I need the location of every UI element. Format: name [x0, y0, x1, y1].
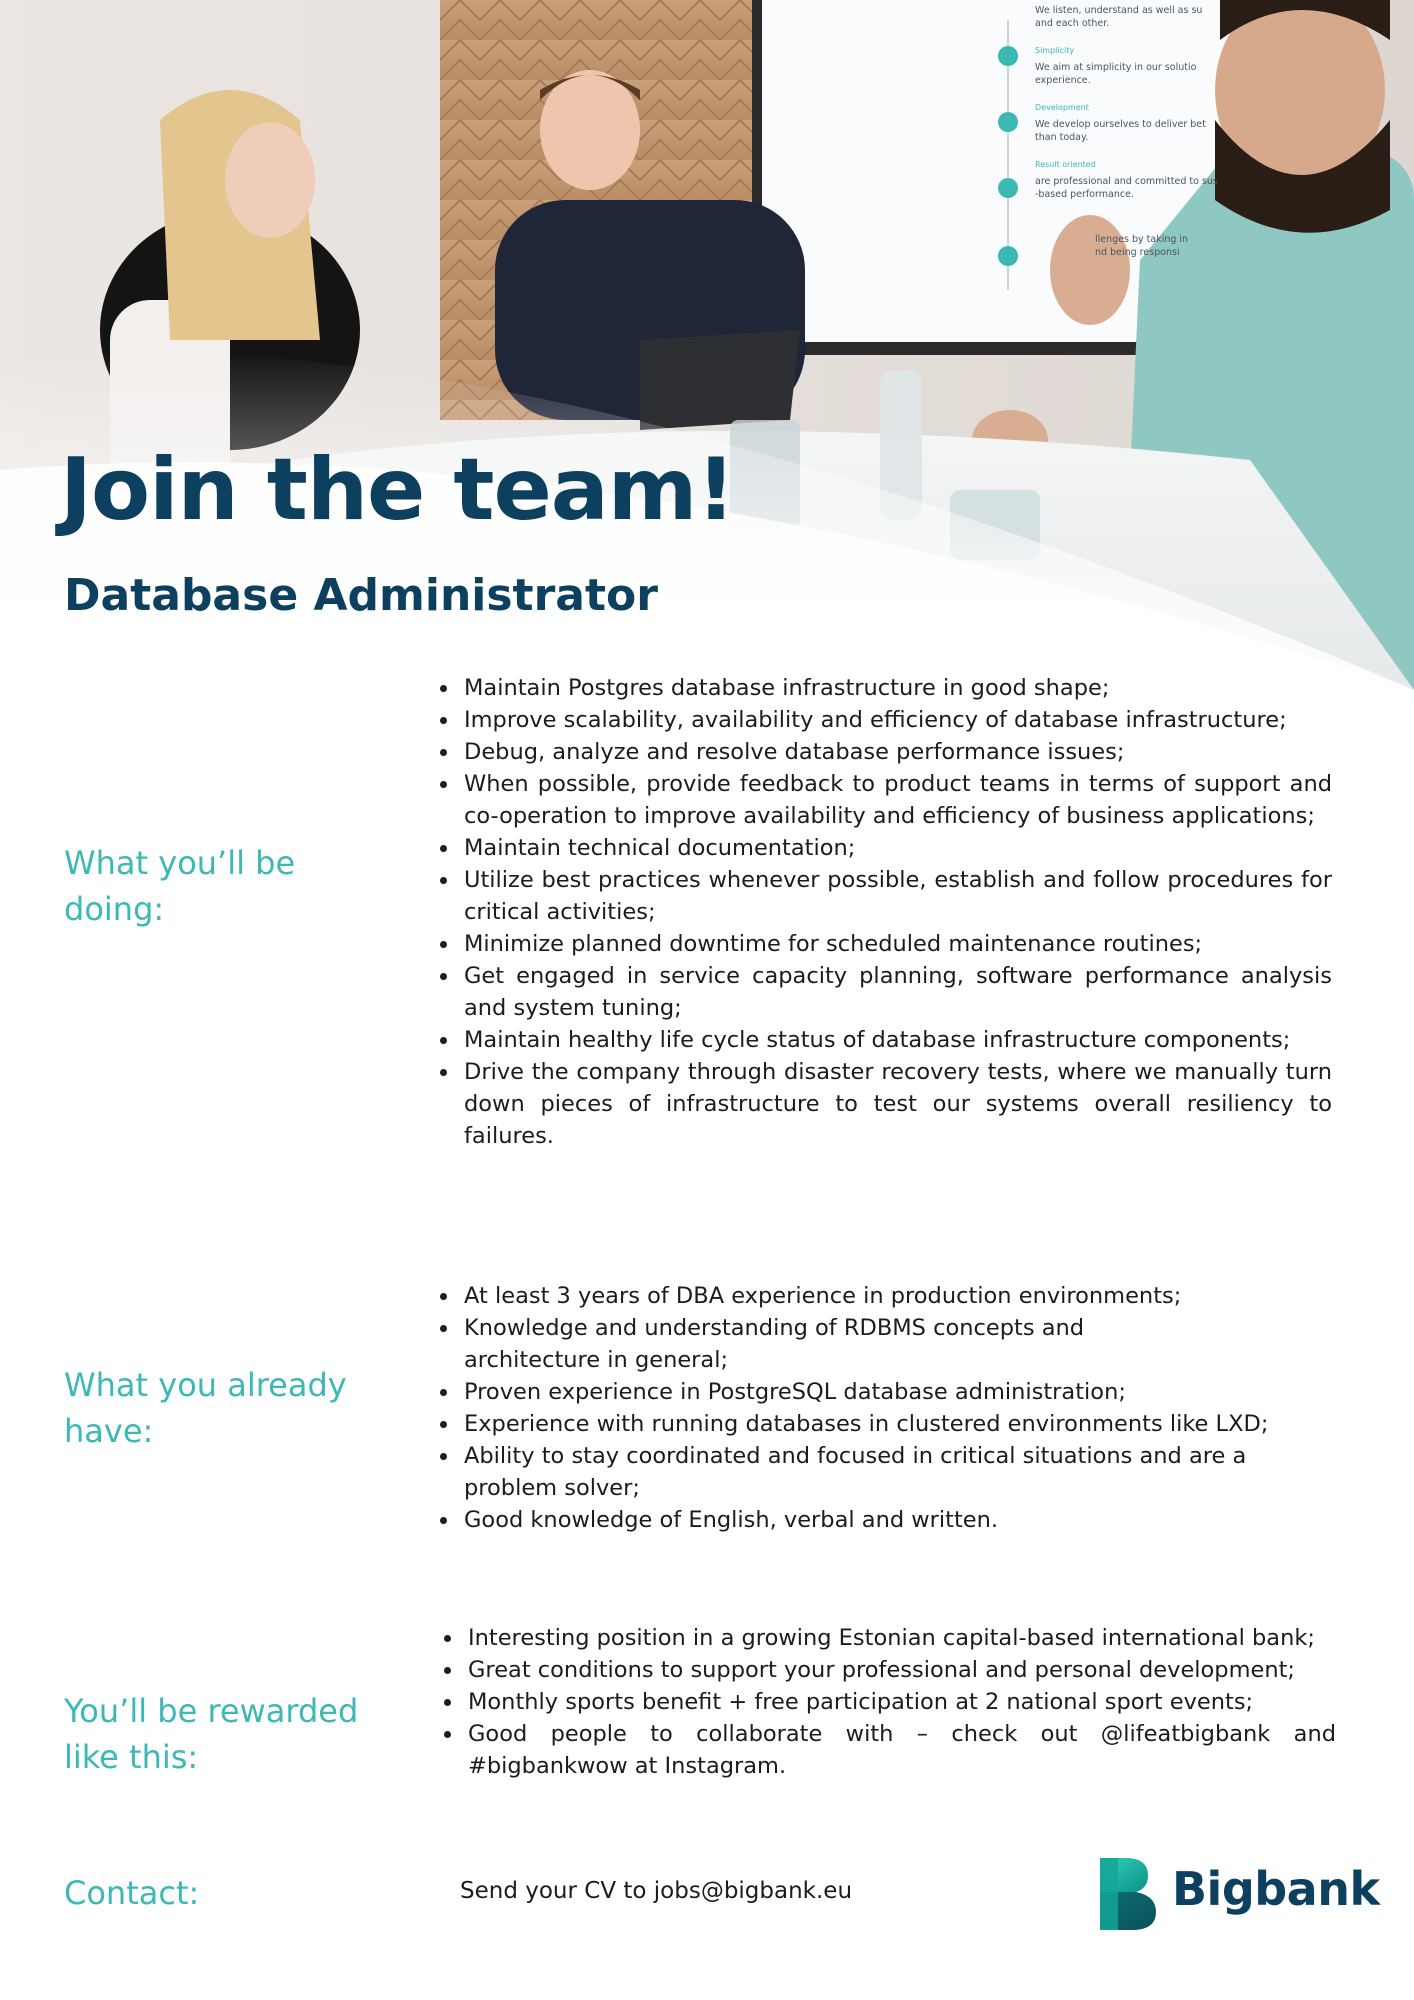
section-label-have: What you already have: [64, 1366, 347, 1450]
list-item: Experience with running databases in clustered environments like LXD; [436, 1408, 1296, 1440]
section-label-doing: What you’ll be doing: [64, 844, 296, 928]
list-item: Maintain technical documentation; [436, 832, 1332, 864]
list-item: Debug, analyze and resolve database performance issues; [436, 736, 1332, 768]
bigbank-logo [1096, 1854, 1386, 1934]
screen-line: nd being responsi [1095, 247, 1180, 258]
screen-line: llenges by taking in [1095, 234, 1189, 245]
screen-text [1035, 4, 1245, 259]
list-item: When possible, provide feedback to product teams in terms of support and co-operation to improve availability and efficiency of business applications; [436, 768, 1332, 832]
list-item: Great conditions to support your professional and personal development; [440, 1654, 1336, 1686]
list-item: Get engaged in service capacity planning, software performance analysis and system tuning; [436, 960, 1332, 1024]
screen-line: and each other. [1035, 18, 1110, 29]
list-item: Ability to stay coordinated and focused in critical situations and are a problem solver; [436, 1440, 1296, 1504]
page-title: Join the team! [60, 440, 735, 540]
screen-line: are professional and committed to sus [1035, 176, 1218, 187]
screen-line: Result oriented [1035, 160, 1096, 169]
rewards-list [440, 1622, 1336, 1782]
list-item: Utilize best practices whenever possible, establish and follow procedures for critical activities; [436, 864, 1332, 928]
screen-line: We develop ourselves to deliver bet [1035, 119, 1206, 130]
list-item: Interesting position in a growing Estonian capital-based international bank; [440, 1622, 1336, 1654]
list-item: Proven experience in PostgreSQL database administration; [436, 1376, 1316, 1408]
list-item: Good knowledge of English, verbal and written. [436, 1504, 1316, 1536]
list-item: Knowledge and understanding of RDBMS concepts and architecture in general; [436, 1312, 1176, 1376]
contact-email-text[interactable]: Send your CV to jobs@bigbank.eu [460, 1878, 853, 1904]
screen-line: experience. [1035, 75, 1091, 86]
list-item: Maintain Postgres database infrastructure in good shape; [436, 672, 1332, 704]
bigbank-wordmark: Bigbank [1172, 1862, 1380, 1916]
screen-line: Development [1035, 103, 1089, 112]
screen-line: -based performance. [1035, 189, 1134, 200]
list-item: Maintain healthy life cycle status of database infrastructure components; [436, 1024, 1332, 1056]
section-label-contact: Contact: [64, 1874, 200, 1912]
list-item: At least 3 years of DBA experience in production environments; [436, 1280, 1316, 1312]
list-item: Good people to collaborate with – check out @lifeatbigbank and #bigbankwow at Instagram. [440, 1718, 1336, 1782]
list-item: Minimize planned downtime for scheduled maintenance routines; [436, 928, 1332, 960]
screen-line: We listen, understand as well as su [1035, 5, 1203, 16]
list-item: Drive the company through disaster recovery tests, where we manually turn down pieces of infrastructure to test our systems overall resiliency to failures. [436, 1056, 1332, 1152]
list-item: Improve scalability, availability and efficiency of database infrastructure; [436, 704, 1332, 736]
screen-line: Simplicity [1035, 46, 1075, 55]
bigbank-logo-icon [1096, 1854, 1160, 1934]
doing-list [436, 672, 1332, 1152]
list-item: Monthly sports benefit + free participation at 2 national sport events; [440, 1686, 1336, 1718]
screen-line: We aim at simplicity in our solutio [1035, 62, 1197, 73]
section-label-rewards: You’ll be rewarded like this: [64, 1692, 359, 1776]
have-list [436, 1280, 1316, 1536]
job-title: Database Administrator [64, 570, 658, 621]
screen-line: than today. [1035, 132, 1089, 143]
